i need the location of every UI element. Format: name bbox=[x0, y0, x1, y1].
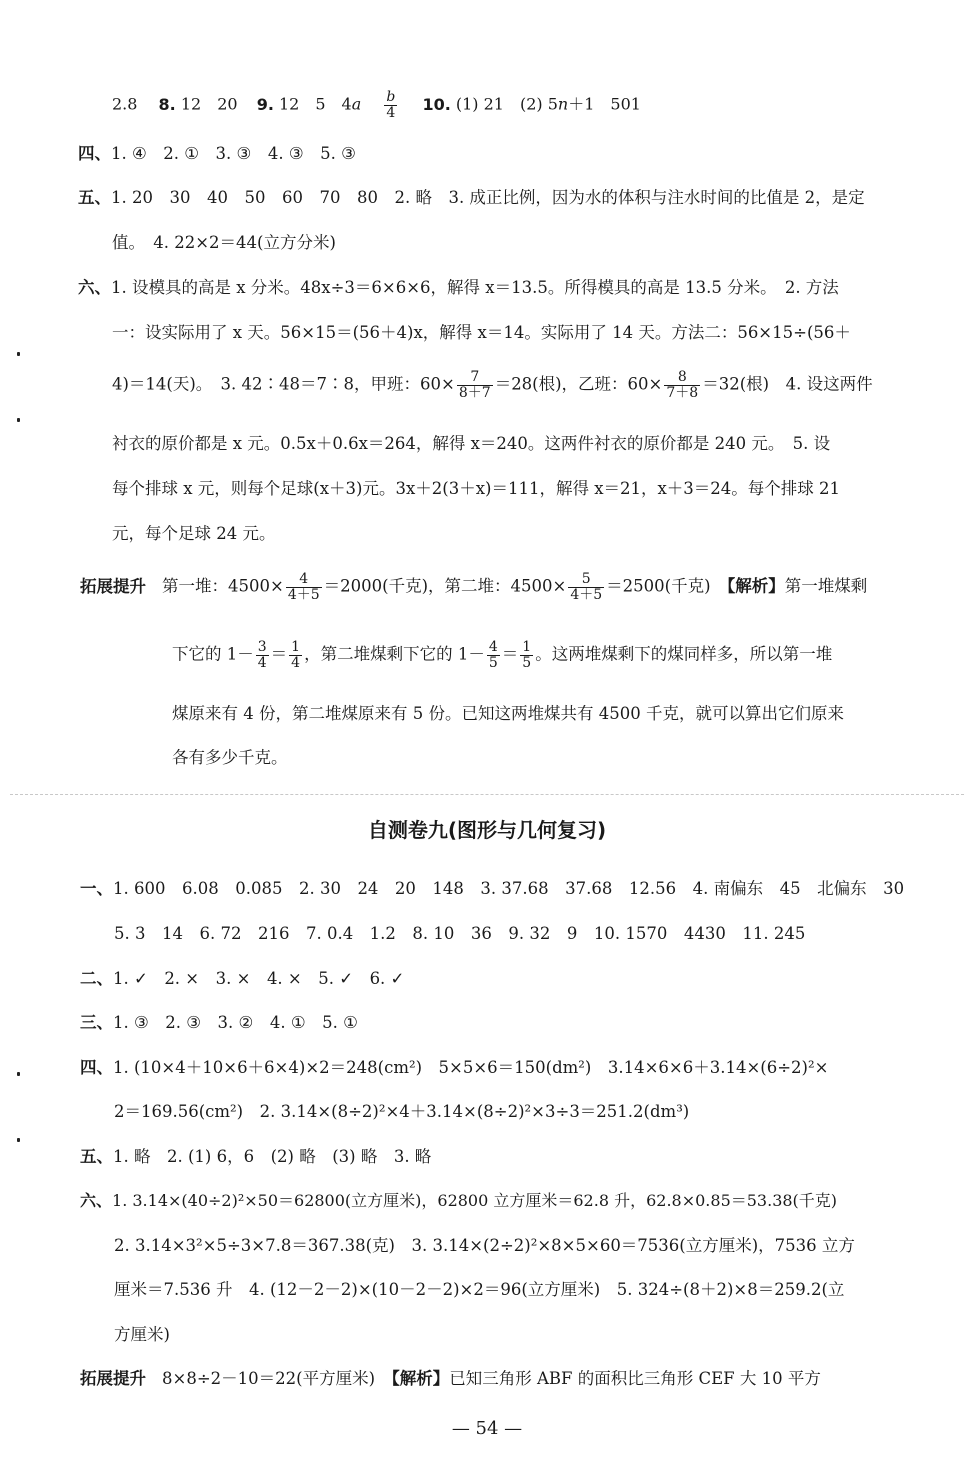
answer-line bbox=[78, 190, 865, 207]
extension-label: 拓展提升 bbox=[80, 576, 146, 596]
variable: a bbox=[351, 94, 362, 114]
analysis-label: 【解析】 bbox=[391, 1369, 450, 1388]
answer-line bbox=[80, 1060, 828, 1077]
answer-text: 1. 600 6.08 0.085 2. 30 24 20 148 3. 37.68 37.68 12.56 4. 南偏东 45 北偏东 30 bbox=[113, 879, 905, 898]
answer-text: 下它的 1－ bbox=[172, 644, 254, 664]
answer-text: 1. ④ 2. ① 3. ③ 4. ③ 5. ③ bbox=[111, 144, 356, 163]
answer-text: ＝2000(千克)，第二堆：4500× bbox=[323, 576, 567, 596]
answer-text: 1. ✓ 2. × 3. × 4. × 5. ✓ 6. ✓ bbox=[113, 969, 405, 988]
fraction bbox=[289, 640, 302, 670]
analysis-label: 【解析】 bbox=[727, 576, 785, 596]
extension-line: 煤原来有 4 份，第二堆煤原来有 5 份。已知这两堆煤共有 4500 千克，就可以算出它们原来 bbox=[172, 704, 844, 723]
fraction-denominator: 4＋5 bbox=[287, 586, 320, 603]
answer-text: ＋1 501 bbox=[568, 94, 641, 114]
fraction bbox=[286, 572, 322, 602]
fraction-numerator: 1 bbox=[522, 639, 532, 655]
section-label: 五、 bbox=[78, 188, 111, 207]
fraction-numerator: 1 bbox=[291, 639, 301, 655]
answer-line: 值。 4. 22×2＝44(立方分米) bbox=[112, 233, 336, 252]
answer-line: 厘米＝7.536 升 4. (12－2－2)×(10－2－2)×2＝96(立方厘米) 5. 324÷(8＋2)×8＝259.2(立 bbox=[114, 1280, 845, 1299]
answer-line bbox=[80, 881, 904, 898]
answer-line: 衬衣的原价都是 x 元。0.5x＋0.6x＝264，解得 x＝240。这两件衬衣的原价都是 240 元。 5. 设 bbox=[112, 434, 831, 453]
section-label: 四、 bbox=[78, 144, 111, 163]
answer-line: 一：设实际用了 x 天。56×15＝(56＋4)x，解得 x＝14。实际用了 14 天。方法二：56×15÷(56＋ bbox=[112, 323, 851, 342]
answer-text: 4)＝14(天)。 3. 42∶48＝7∶8，甲班：60× bbox=[112, 374, 455, 394]
fraction-numerator: 7 bbox=[457, 370, 493, 386]
fraction-denominator: 5 bbox=[488, 654, 498, 671]
scan-mark bbox=[17, 418, 20, 422]
answer-text: 第一堆：4500× bbox=[162, 576, 284, 596]
fraction bbox=[664, 370, 700, 400]
fraction-denominator: 7＋8 bbox=[666, 384, 699, 401]
answer-line bbox=[80, 1193, 837, 1209]
scan-mark bbox=[17, 1138, 20, 1142]
fraction bbox=[457, 370, 493, 400]
answer-line: 每个排球 x 元，则每个足球(x＋3)元。3x＋2(3＋x)＝111，解得 x＝21，x＋3＝24。每个排球 21 bbox=[112, 479, 841, 498]
fraction-denominator: 4＋5 bbox=[570, 586, 603, 603]
answer-text: (1) 21 (2) 5 bbox=[455, 94, 558, 114]
answer-line: 元，每个足球 24 元。 bbox=[112, 524, 276, 543]
fraction bbox=[384, 90, 397, 120]
answer-text: 。这两堆煤剩下的煤同样多，所以第一堆 bbox=[535, 644, 833, 664]
answer-line bbox=[78, 280, 839, 297]
fraction-denominator: 4 bbox=[386, 104, 396, 121]
section-label: 六、 bbox=[78, 278, 111, 297]
fraction-denominator: 5 bbox=[522, 654, 532, 671]
answer-text: ，第二堆煤剩下它的 1－ bbox=[304, 644, 485, 664]
answer-line bbox=[80, 971, 404, 988]
item-number: 10. bbox=[422, 94, 451, 114]
answer-text: 1. 20 30 40 50 60 70 80 2. 略 3. 成正比例，因为水的体积与注水时间的比值是 2，是定 bbox=[111, 188, 865, 207]
answer-line: 2. 3.14×3²×5÷3×7.8＝367.38(克) 3. 3.14×(2÷2)²×8×5×60＝7536(立方厘米)，7536 立方 bbox=[114, 1236, 855, 1255]
answer-text: 已知三角形 ABF 的面积比三角形 CEF 大 10 平方 bbox=[449, 1369, 821, 1388]
answer-text: 2.8 bbox=[112, 94, 138, 114]
answer-text: 12 5 4 bbox=[279, 94, 352, 114]
extension-label: 拓展提升 bbox=[80, 1369, 146, 1388]
answer-text: 1. (10×4＋10×6＋6×4)×2＝248(cm²) 5×5×6＝150(dm²) 3.14×6×6＋3.14×(6÷2)²× bbox=[113, 1058, 829, 1077]
fraction bbox=[256, 640, 269, 670]
section-label: 四、 bbox=[80, 1058, 113, 1077]
answer-text: ＝2500(千克) bbox=[606, 576, 728, 596]
item-number: 9. bbox=[256, 94, 274, 114]
answer-line bbox=[80, 1015, 358, 1032]
answer-line bbox=[112, 370, 873, 400]
answer-text: 1. 3.14×(40÷2)²×50＝62800(立方厘米)，62800 立方厘米＝62.8 升，62.8×0.85＝53.38(千克) bbox=[112, 1191, 838, 1210]
section-label: 六、 bbox=[80, 1191, 113, 1210]
item-number: 8. bbox=[158, 94, 176, 114]
fraction-denominator: 4 bbox=[257, 654, 267, 671]
answer-text: ＝28(根)，乙班：60× bbox=[494, 374, 663, 394]
page-number: — 54 — bbox=[451, 1418, 523, 1439]
section-title: 自测卷九(图形与几何复习) bbox=[367, 818, 607, 842]
extension-line bbox=[80, 572, 867, 602]
fraction-numerator: 4 bbox=[286, 572, 322, 588]
section-label: 五、 bbox=[80, 1147, 113, 1166]
section-label: 一、 bbox=[80, 879, 113, 898]
answer-text: 1. ③ 2. ③ 3. ② 4. ① 5. ① bbox=[113, 1013, 358, 1032]
answer-text: 12 20 bbox=[180, 94, 238, 114]
fraction-denominator: 8＋7 bbox=[458, 384, 491, 401]
fraction bbox=[568, 572, 604, 602]
answer-line bbox=[78, 146, 356, 163]
answer-text: ＝ bbox=[501, 644, 519, 664]
answer-line bbox=[80, 1149, 431, 1166]
answer-text: ＝ bbox=[270, 644, 288, 664]
answer-line: 5. 3 14 6. 72 216 7. 0.4 1.2 8. 10 36 9. 32 9 10. 1570 4430 11. 245 bbox=[114, 924, 806, 943]
answer-line: 方厘米) bbox=[114, 1325, 170, 1344]
section-label: 二、 bbox=[80, 969, 113, 988]
fraction bbox=[487, 640, 500, 670]
answer-line: 2＝169.56(cm²) 2. 3.14×(8÷2)²×4＋3.14×(8÷2)²×3÷3＝251.2(dm³) bbox=[114, 1102, 690, 1121]
answer-text: 第一堆煤剩 bbox=[784, 576, 868, 596]
answer-text: 8×8÷2－10＝22(平方厘米) bbox=[162, 1369, 392, 1388]
extension-line bbox=[80, 1371, 821, 1388]
extension-line bbox=[172, 640, 832, 670]
answer-text: ＝32(根) 4. 设这两件 bbox=[702, 374, 873, 394]
fraction-denominator: 4 bbox=[291, 654, 301, 671]
fraction-numerator: 4 bbox=[488, 639, 498, 655]
answer-text: 1. 设模具的高是 x 分米。48x÷3＝6×6×6，解得 x＝13.5。所得模具的高是 13.5 分米。 2. 方法 bbox=[111, 278, 839, 297]
fraction-numerator: 5 bbox=[568, 572, 604, 588]
section-label: 三、 bbox=[80, 1013, 113, 1032]
scan-mark bbox=[17, 1072, 20, 1076]
variable: n bbox=[557, 94, 569, 114]
fraction bbox=[520, 640, 533, 670]
answer-text: 1. 略 2. (1) 6，6 (2) 略 (3) 略 3. 略 bbox=[113, 1147, 432, 1166]
section-divider bbox=[10, 794, 964, 795]
extension-line: 各有多少千克。 bbox=[172, 748, 288, 767]
scan-mark bbox=[17, 352, 20, 356]
fraction-numerator: 8 bbox=[664, 370, 700, 386]
fraction-numerator: 3 bbox=[257, 639, 267, 655]
fraction-numerator: b bbox=[386, 89, 396, 105]
answer-line bbox=[112, 90, 641, 120]
